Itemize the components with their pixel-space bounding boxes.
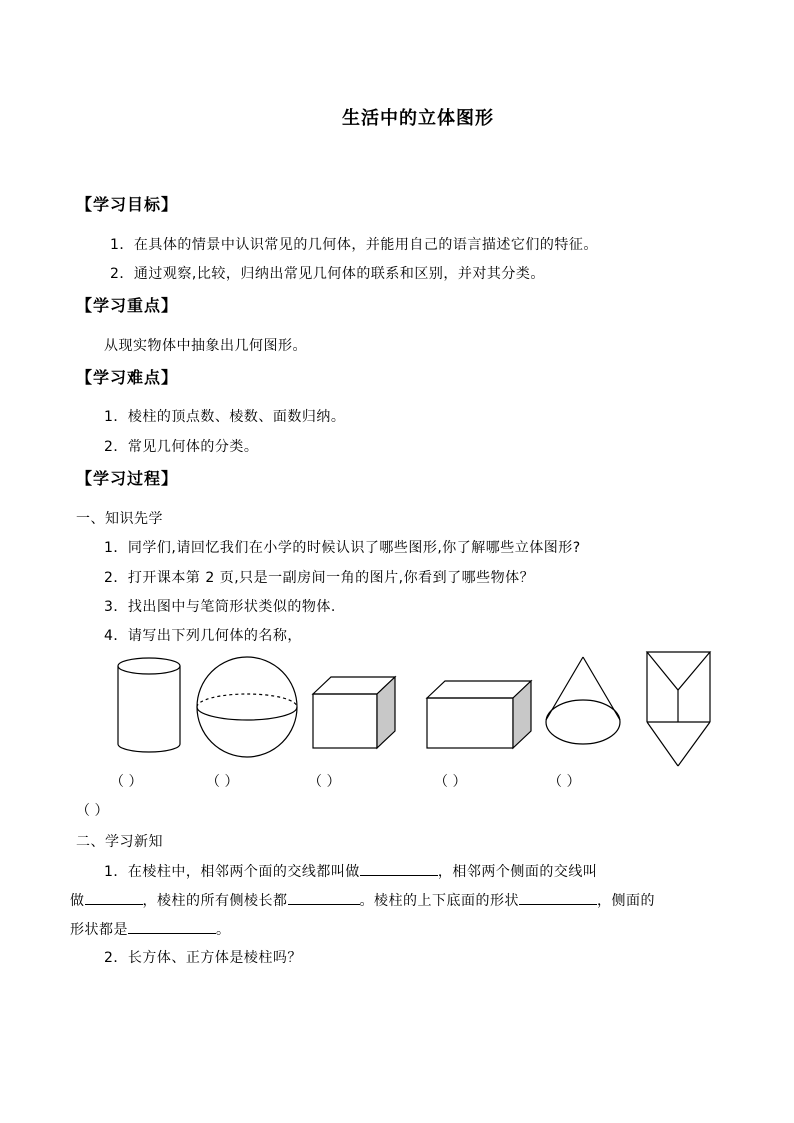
- part1-item: 2．打开课本第 2 页,只是一副房间一角的图片,你看到了哪些物体？: [104, 570, 535, 586]
- part1-item: 1．同学们,请回忆我们在小学的时候认识了哪些图形,你了解哪些立体图形?: [104, 540, 581, 556]
- q1-text: ，相邻两个侧面的交线叫: [437, 864, 598, 880]
- answer-blank-cuboid[interactable]: （ ）: [434, 774, 467, 790]
- sphere-shape: [197, 657, 297, 757]
- fill-blank[interactable]: [128, 918, 216, 934]
- fill-blank[interactable]: [360, 860, 438, 876]
- answer-blank-prism[interactable]: （ ）: [76, 803, 109, 819]
- answer-blank-cube[interactable]: （ ）: [308, 774, 341, 790]
- answer-blank-cylinder[interactable]: （ ）: [110, 774, 143, 790]
- q1-text: 形状都是: [70, 922, 128, 938]
- fill-blank[interactable]: [85, 889, 143, 905]
- key-points-heading: 【学习重点】: [76, 296, 179, 315]
- objective-item: 2．通过观察,比较，归纳出常见几何体的联系和区别，并对其分类。: [110, 266, 545, 282]
- q1-text: 做: [70, 893, 85, 909]
- cylinder-shape: [118, 658, 180, 752]
- q1-text: ，棱柱的所有侧棱长都: [142, 893, 288, 909]
- difficulties-heading: 【学习难点】: [76, 368, 179, 387]
- q1-text: 1．在棱柱中，相邻两个面的交线都叫做: [104, 864, 360, 880]
- key-point-item: 从现实物体中抽象出几何图形。: [104, 338, 307, 354]
- process-heading: 【学习过程】: [76, 469, 179, 488]
- q1-text: 。棱柱的上下底面的形状: [359, 893, 519, 909]
- answer-blank-cone[interactable]: （ ）: [548, 774, 581, 790]
- part1-item: 4．请写出下列几何体的名称，: [104, 628, 302, 644]
- fill-blank[interactable]: [519, 889, 597, 905]
- q1-text: ，侧面的: [597, 893, 655, 909]
- q1-text: 。: [216, 922, 231, 938]
- answer-blank-sphere[interactable]: （ ）: [206, 774, 239, 790]
- cuboid-shape: [427, 681, 531, 748]
- part2-q1-line3: [70, 918, 231, 939]
- fill-blank[interactable]: [288, 889, 360, 905]
- part2-q1-line2: [70, 889, 655, 910]
- part2-q1-line1: [104, 860, 597, 881]
- objectives-heading: 【学习目标】: [76, 195, 179, 214]
- cube-shape: [313, 677, 395, 748]
- part2-heading: 二、学习新知: [76, 834, 163, 850]
- part1-item: 3．找出图中与笔筒形状类似的物体.: [104, 599, 336, 615]
- cone-shape: [546, 657, 620, 744]
- objective-item: 1．在具体的情景中认识常见的几何体，并能用自己的语言描述它们的特征。: [110, 237, 598, 253]
- part2-q2: 2．长方体、正方体是棱柱吗？: [104, 950, 302, 966]
- page-title: 生活中的立体图形: [342, 108, 494, 129]
- part1-heading: 一、知识先学: [76, 511, 163, 527]
- difficulty-item: 2．常见几何体的分类。: [104, 439, 259, 455]
- triangular-prism-shape: [647, 652, 710, 766]
- difficulty-item: 1．棱柱的顶点数、棱数、面数归纳。: [104, 409, 346, 425]
